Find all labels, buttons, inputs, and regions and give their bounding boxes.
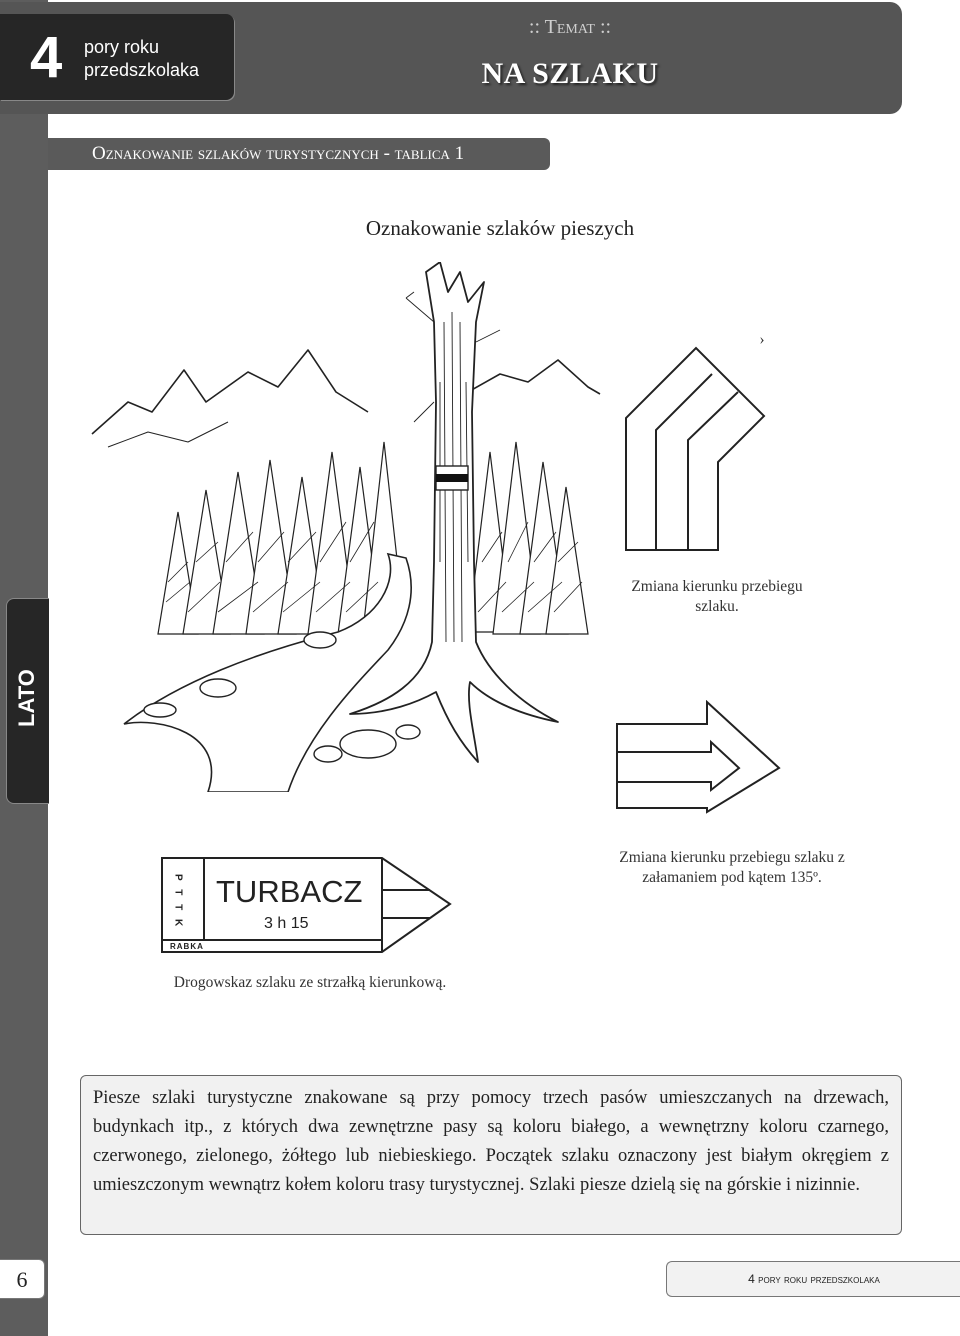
footer-publication: 4 pory roku przedszkolaka — [748, 1272, 880, 1286]
topic-title: NA SZLAKU — [481, 57, 659, 90]
signpost-destination: TURBACZ — [216, 874, 363, 909]
direction-change-mark — [620, 340, 770, 555]
forest-trail-illustration — [88, 262, 608, 792]
caption-signpost: Drogowskaz szlaku ze strzałką kierunkową. — [173, 974, 447, 991]
caption-direction-change: Zmiana kierunku przebiegu szlaku. — [631, 578, 803, 615]
signpost-org-letters: P T T K — [172, 874, 184, 930]
direction-change-135-mark — [615, 700, 785, 815]
page-number: 6 — [16, 1267, 28, 1292]
signpost-time: 3 h 15 — [264, 915, 309, 932]
corner-mark: › — [759, 331, 765, 348]
info-box — [80, 1075, 902, 1235]
section-title: Oznakowanie szlaków turystycznych - tablica 1 — [92, 143, 465, 164]
caption-direction-change-135: Zmiana kierunku przebiegu szlaku z załamaniem pod kątem 135º. — [619, 849, 845, 886]
brand-text: pory roku przedszkolaka — [84, 37, 200, 80]
main-heading: Oznakowanie szlaków pieszych — [365, 216, 635, 240]
season-tab-lato — [6, 598, 49, 804]
section-bar — [48, 138, 550, 170]
trail-signpost — [160, 856, 456, 956]
footer-box — [666, 1261, 960, 1297]
brand-number: 4 — [30, 25, 63, 90]
brand-logo — [0, 14, 234, 100]
season-tab-label: LATO — [14, 669, 39, 727]
page-number-box — [0, 1259, 45, 1299]
info-text: Piesze szlaki turystyczne znakowane są przy pomocy trzech pasów umieszczanych na drzewach, budynkach itp., z których dwa zewnętrzne pasy są koloru białego, a wewnętrzny koloru czarnego, czerwonego, zielonego, żółtego lub niebieskiego. Początek szlaku oznaczony jest białym okręgiem z umieszczonym wewnątrz kołem koloru trasy turystycznej. Szlaki piesze dzielą się na górskie i nizinnie. — [93, 1088, 889, 1195]
topic-label: :: Temat :: — [528, 16, 612, 38]
signpost-place: RABKA — [170, 942, 204, 951]
